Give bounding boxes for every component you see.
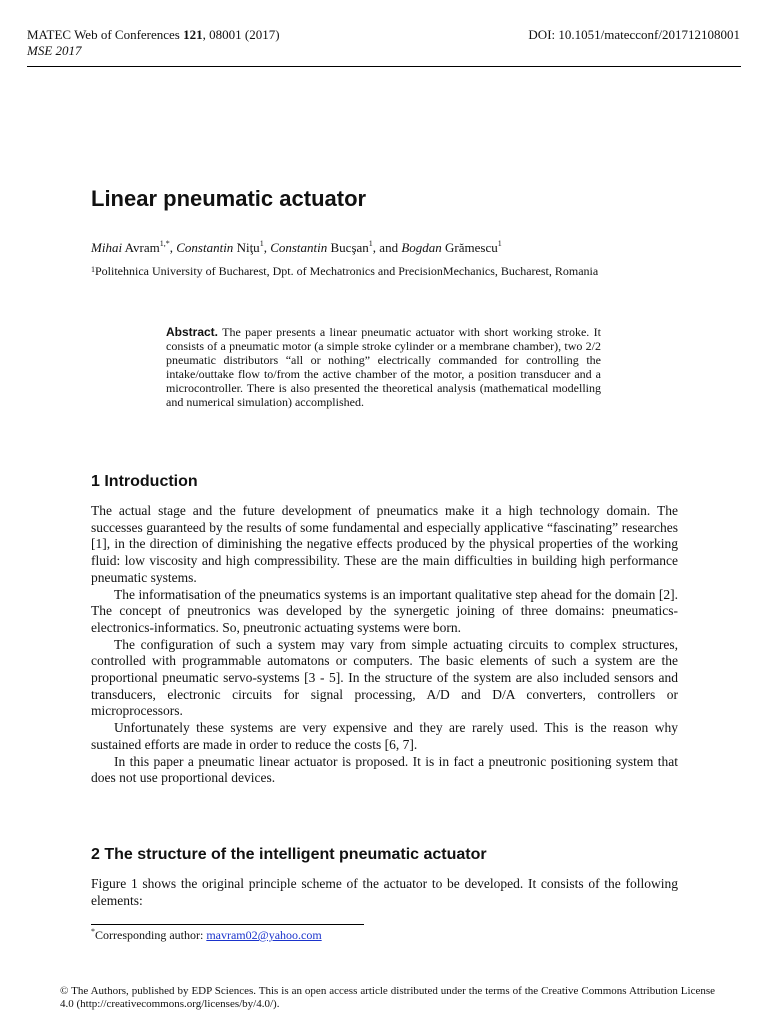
author-email-link[interactable]: mavram02@yahoo.com [206,928,322,942]
abstract-text: The paper presents a linear pneumatic actuator with short working stroke. It consists of a pneumatic motor (a simple stroke cylinder or a membrane chamber), two 2/2 pneumatic distributors “all or nothing” electrically commanded for controlling the intake/outtake flow to/from the active chamber of the motor, a position transducer and a microcontroller. There is also presented the theoretical analysis (mathematical modelling and numerical simulation) accomplished. [166,325,601,409]
footnote-rule [91,924,364,925]
footnote: *Corresponding author: mavram02@yahoo.com [91,927,322,942]
abstract-label: Abstract. [166,325,219,339]
paragraph: The configuration of such a system may vary from simple actuating circuits to complex structures, controlled with programmable automatons or computers. The basic elements of such a system are the proportional pneumatic servo-systems [3 - 5]. In the structure of the system are also included sensors and transducers, electronic circuits for signal processing, A/D and D/A converters, controllers or microprocessors. [91,636,678,719]
journal-line: MATEC Web of Conferences 121, 08001 (2017) [27,27,280,42]
conference-name: MSE 2017 [27,43,82,58]
header-rule [27,66,741,67]
running-header [27,27,280,59]
author: Mihai Avram$^{1,*}$, [91,239,177,255]
paragraph: Figure 1 shows the original principle scheme of the actuator to be developed. It consists of the following elements: [91,876,678,908]
license-notice: © The Authors, published by EDP Sciences. This is an open access article distributed under the terms of the Creative Commons Attribution License 4.0 (http://creativecommons.org/licenses/by/4.0/). [60,985,715,1010]
author: Bogdan Grămescu$^1$ [401,239,502,255]
paragraph: Unfortunately these systems are very expensive and they are rarely used. This is the reason why sustained efforts are made in order to reduce the costs [6, 7]. [91,720,678,752]
journal-volume: 121 [183,27,203,42]
paragraph: In this paper a pneumatic linear actuator is proposed. It is in fact a pneutronic positioning system that does not use proportional devices. [91,753,678,786]
author: Constantin Bucşan$^1$, and [270,239,402,255]
author-list [91,240,502,256]
section-heading-introduction: 1 Introduction [91,473,198,490]
author: Constantin Niţu$^1$, [176,239,271,255]
structure-body [91,876,678,909]
doi[interactable]: DOI: 10.1051/matecconf/201712108001 [528,27,740,42]
paragraph: The informatisation of the pneumatics systems is an important qualitative step ahead for the domain [2]. The concept of pneutronics was developed by the synergetic joining of three domains: pneumatics-electronics-informatics. So, pneutronic actuating systems were born. [91,586,678,635]
introduction-body [91,503,678,787]
paragraph: The actual stage and the future development of pneumatics make it a high technology domain. The successes guaranteed by the results of some fundamental and especially applicative “fascinating” researches [1], in the direction of diminishing the negative effects produced by the physical properties of the working fluid: low viscosity and high compressibility. These are the main difficulties in building high performance pneumatic systems. [91,503,678,585]
paper-title: Linear pneumatic actuator [91,186,367,211]
abstract [166,325,601,409]
section-heading-structure: 2 The structure of the intelligent pneumatic actuator [91,846,487,863]
affiliation: $^1$Politehnica University of Bucharest, Dpt. of Mechatronics and PrecisionMechanics, Bucharest, Romania [91,264,599,278]
